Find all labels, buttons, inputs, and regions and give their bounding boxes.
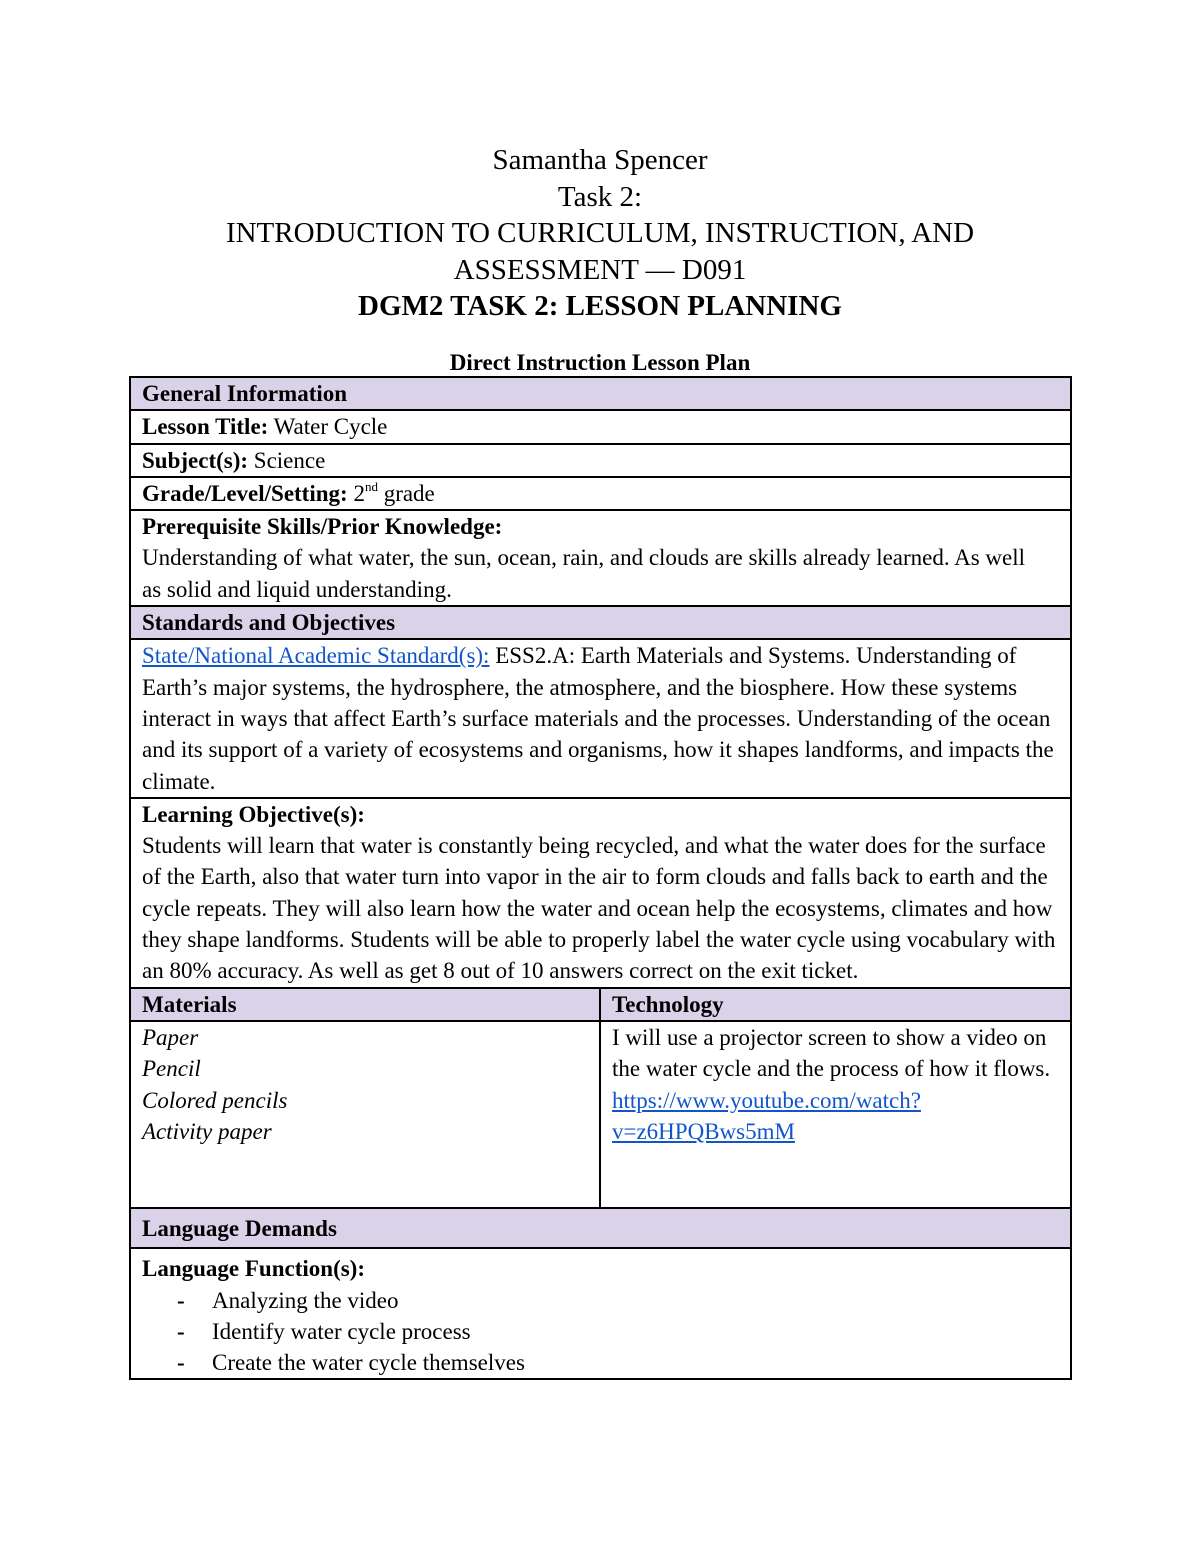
section-heading-standards: Standards and Objectives	[130, 606, 1071, 639]
list-item	[177, 1285, 1070, 1316]
list-item-text: Analyzing the video	[212, 1287, 399, 1313]
academic-standard-link[interactable]: State/National Academic Standard(s):	[142, 643, 490, 669]
section-heading-materials: Materials	[130, 988, 600, 1021]
course-title-line-1: INTRODUCTION TO CURRICULUM, INSTRUCTION, AND	[225, 217, 975, 249]
author-name: Samantha Spencer	[492, 144, 708, 176]
lesson-plan-table	[129, 376, 1072, 1380]
bullet-dash: -	[177, 1287, 185, 1313]
general-info-header-row	[130, 377, 1071, 410]
subject-label: Subject(s):	[142, 447, 249, 473]
list-item-text: Create the water cycle themselves	[212, 1350, 525, 1376]
materials-cell	[130, 1021, 600, 1208]
bullet-dash: -	[177, 1318, 185, 1344]
lesson-title-row	[130, 410, 1071, 443]
prerequisite-label: Prerequisite Skills/Prior Knowledge:	[142, 514, 503, 540]
list-item: Paper	[142, 1024, 199, 1050]
section-heading-general: General Information	[130, 377, 1071, 410]
objectives-cell	[130, 798, 1071, 988]
subject-cell	[130, 444, 1071, 477]
list-item-text: Identify water cycle process	[212, 1318, 471, 1344]
subject-value: Science	[248, 447, 326, 473]
learning-objective-text: Students will learn that water is constantly being recycled, and what the water does for the surface of the Earth, also that water turn into vapor in the air to form clouds and falls back to earth and the cycle repeats. They will also learn how the water and ocean help the ecosystems, climates and how they shape landforms. Students will be able to properly label the water cycle using vocabulary with an 80% accuracy. As well as get 8 out of 10 answers correct on the exit ticket.	[142, 833, 1056, 984]
video-link-line-2: v=z6HPQBws5mM	[612, 1118, 795, 1144]
standards-row	[130, 639, 1071, 797]
video-link[interactable]	[612, 1085, 1070, 1148]
grade-value-superscript: nd	[364, 478, 378, 494]
standards-header-row	[130, 606, 1071, 639]
assignment-title: DGM2 TASK 2: LESSON PLANNING	[358, 290, 842, 322]
bullet-dash: -	[177, 1350, 185, 1376]
prerequisite-text: Understanding of what water, the sun, ocean, rain, and clouds are skills already learned. As well as solid and liquid understanding.	[142, 545, 1026, 602]
section-heading-technology: Technology	[600, 988, 1071, 1021]
grade-cell	[130, 477, 1071, 510]
lesson-title-label: Lesson Title:	[142, 414, 269, 440]
language-row	[130, 1248, 1071, 1379]
lesson-title-cell	[130, 410, 1071, 443]
lesson-plan-caption: Direct Instruction Lesson Plan	[449, 350, 751, 375]
prerequisite-cell	[130, 510, 1071, 606]
materials-technology-row	[130, 1021, 1071, 1208]
list-item	[177, 1316, 1070, 1347]
subject-row	[130, 444, 1071, 477]
list-item	[177, 1347, 1070, 1378]
task-label: Task 2:	[557, 180, 643, 213]
technology-text: I will use a projector screen to show a video on the water cycle and the process of how it flows.	[612, 1024, 1051, 1082]
grade-value: 2	[347, 480, 365, 506]
language-function-label: Language Function(s):	[142, 1256, 365, 1282]
grade-row	[130, 477, 1071, 510]
section-heading-language: Language Demands	[130, 1208, 1071, 1248]
language-cell	[130, 1248, 1071, 1379]
language-header-row	[130, 1208, 1071, 1248]
objectives-row	[130, 798, 1071, 988]
grade-label: Grade/Level/Setting:	[142, 480, 348, 506]
standards-cell	[130, 639, 1071, 797]
list-item: Colored pencils	[142, 1087, 288, 1113]
list-item: Activity paper	[142, 1118, 272, 1144]
materials-technology-header-row	[130, 988, 1071, 1021]
list-item: Pencil	[142, 1056, 201, 1082]
learning-objective-label: Learning Objective(s):	[142, 801, 365, 827]
lesson-title-value: Water Cycle	[268, 414, 388, 440]
document-header	[0, 142, 1200, 325]
video-link-line-1: https://www.youtube.com/watch?	[612, 1087, 921, 1113]
grade-value-suffix: grade	[377, 480, 435, 506]
language-function-list	[142, 1285, 1070, 1379]
technology-cell	[600, 1021, 1071, 1208]
course-title-line-2: ASSESSMENT — D091	[453, 253, 747, 286]
academic-standard-text: ESS2.A: Earth Materials and Systems. Understanding of Earth’s major systems, the hydrosphere, the atmosphere, and the biosphere. How these systems interact in ways that affect Earth’s surface materials and the processes. Understanding of the ocean and its support of a variety of ecosystems and organisms, how it shapes landforms, and impacts the climate.	[142, 643, 1054, 794]
prerequisite-row	[130, 510, 1071, 606]
